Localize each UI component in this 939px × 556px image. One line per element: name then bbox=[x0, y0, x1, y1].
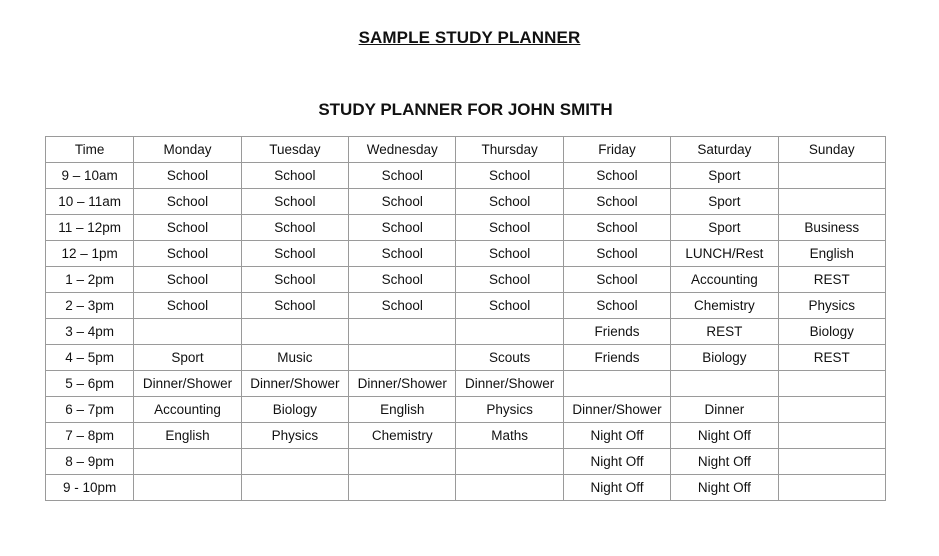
activity-cell-friday: School bbox=[563, 241, 670, 267]
header-cell-friday: Friday bbox=[563, 137, 670, 163]
activity-cell-monday: School bbox=[134, 293, 241, 319]
activity-cell-monday bbox=[134, 319, 241, 345]
activity-cell-friday: Night Off bbox=[563, 475, 670, 501]
activity-cell-thursday bbox=[456, 319, 563, 345]
activity-cell-saturday: Sport bbox=[671, 189, 778, 215]
table-row bbox=[46, 189, 886, 215]
document-title: SAMPLE STUDY PLANNER bbox=[358, 28, 581, 47]
activity-cell-saturday: Accounting bbox=[671, 267, 778, 293]
activity-cell-sunday bbox=[778, 423, 885, 449]
activity-cell-friday: School bbox=[563, 293, 670, 319]
activity-cell-sunday bbox=[778, 163, 885, 189]
activity-cell-friday: Friends bbox=[563, 319, 670, 345]
activity-cell-friday: Friends bbox=[563, 345, 670, 371]
activity-cell-monday: Sport bbox=[134, 345, 241, 371]
activity-cell-sunday: Business bbox=[778, 215, 885, 241]
header-cell-tuesday: Tuesday bbox=[241, 137, 348, 163]
time-slot-cell: 8 – 9pm bbox=[46, 449, 134, 475]
header-cell-monday: Monday bbox=[134, 137, 241, 163]
activity-cell-sunday bbox=[778, 189, 885, 215]
activity-cell-wednesday: School bbox=[349, 241, 456, 267]
activity-cell-tuesday: School bbox=[241, 293, 348, 319]
activity-cell-tuesday bbox=[241, 319, 348, 345]
time-slot-cell: 3 – 4pm bbox=[46, 319, 134, 345]
activity-cell-thursday: School bbox=[456, 189, 563, 215]
planner-body bbox=[46, 163, 886, 501]
activity-cell-friday: School bbox=[563, 215, 670, 241]
activity-cell-saturday: Night Off bbox=[671, 449, 778, 475]
time-slot-cell: 7 – 8pm bbox=[46, 423, 134, 449]
activity-cell-wednesday: School bbox=[349, 189, 456, 215]
activity-cell-monday: School bbox=[134, 189, 241, 215]
table-row bbox=[46, 345, 886, 371]
activity-cell-saturday: Sport bbox=[671, 163, 778, 189]
time-slot-cell: 11 – 12pm bbox=[46, 215, 134, 241]
table-row bbox=[46, 397, 886, 423]
activity-cell-tuesday bbox=[241, 449, 348, 475]
activity-cell-sunday bbox=[778, 449, 885, 475]
table-row bbox=[46, 293, 886, 319]
activity-cell-sunday: REST bbox=[778, 267, 885, 293]
activity-cell-sunday: REST bbox=[778, 345, 885, 371]
time-slot-cell: 6 – 7pm bbox=[46, 397, 134, 423]
activity-cell-saturday: Night Off bbox=[671, 475, 778, 501]
activity-cell-friday: Dinner/Shower bbox=[563, 397, 670, 423]
table-row bbox=[46, 371, 886, 397]
header-cell-saturday: Saturday bbox=[671, 137, 778, 163]
activity-cell-saturday: REST bbox=[671, 319, 778, 345]
activity-cell-wednesday bbox=[349, 319, 456, 345]
activity-cell-thursday: School bbox=[456, 215, 563, 241]
activity-cell-wednesday: School bbox=[349, 293, 456, 319]
activity-cell-thursday: School bbox=[456, 163, 563, 189]
activity-cell-tuesday: Physics bbox=[241, 423, 348, 449]
activity-cell-saturday: Biology bbox=[671, 345, 778, 371]
activity-cell-monday: School bbox=[134, 163, 241, 189]
activity-cell-monday: School bbox=[134, 241, 241, 267]
activity-cell-friday: Night Off bbox=[563, 449, 670, 475]
activity-cell-sunday: Physics bbox=[778, 293, 885, 319]
table-row bbox=[46, 267, 886, 293]
activity-cell-friday: School bbox=[563, 163, 670, 189]
table-row bbox=[46, 423, 886, 449]
activity-cell-wednesday: School bbox=[349, 267, 456, 293]
activity-cell-sunday bbox=[778, 397, 885, 423]
activity-cell-thursday bbox=[456, 475, 563, 501]
activity-cell-friday: School bbox=[563, 267, 670, 293]
activity-cell-friday: Night Off bbox=[563, 423, 670, 449]
activity-cell-wednesday: English bbox=[349, 397, 456, 423]
activity-cell-friday bbox=[563, 371, 670, 397]
activity-cell-sunday bbox=[778, 475, 885, 501]
header-cell-time: Time bbox=[46, 137, 134, 163]
table-row bbox=[46, 163, 886, 189]
activity-cell-wednesday: School bbox=[349, 163, 456, 189]
header-cell-thursday: Thursday bbox=[456, 137, 563, 163]
activity-cell-tuesday: Dinner/Shower bbox=[241, 371, 348, 397]
time-slot-cell: 10 – 11am bbox=[46, 189, 134, 215]
table-row bbox=[46, 215, 886, 241]
activity-cell-wednesday: Dinner/Shower bbox=[349, 371, 456, 397]
time-slot-cell: 9 - 10pm bbox=[46, 475, 134, 501]
activity-cell-monday: Accounting bbox=[134, 397, 241, 423]
time-slot-cell: 12 – 1pm bbox=[46, 241, 134, 267]
activity-cell-monday: School bbox=[134, 215, 241, 241]
activity-cell-monday: School bbox=[134, 267, 241, 293]
activity-cell-tuesday: School bbox=[241, 163, 348, 189]
table-row bbox=[46, 449, 886, 475]
activity-cell-sunday bbox=[778, 371, 885, 397]
header-row bbox=[46, 137, 886, 163]
activity-cell-thursday: School bbox=[456, 267, 563, 293]
activity-cell-wednesday bbox=[349, 449, 456, 475]
activity-cell-saturday: Sport bbox=[671, 215, 778, 241]
activity-cell-saturday: Dinner bbox=[671, 397, 778, 423]
activity-cell-thursday: School bbox=[456, 241, 563, 267]
activity-cell-thursday: Maths bbox=[456, 423, 563, 449]
activity-cell-monday bbox=[134, 475, 241, 501]
activity-cell-monday: English bbox=[134, 423, 241, 449]
activity-cell-monday: Dinner/Shower bbox=[134, 371, 241, 397]
activity-cell-saturday: Chemistry bbox=[671, 293, 778, 319]
time-slot-cell: 4 – 5pm bbox=[46, 345, 134, 371]
activity-cell-thursday: Dinner/Shower bbox=[456, 371, 563, 397]
activity-cell-tuesday: Music bbox=[241, 345, 348, 371]
activity-cell-tuesday: School bbox=[241, 241, 348, 267]
activity-cell-wednesday: Chemistry bbox=[349, 423, 456, 449]
activity-cell-tuesday: School bbox=[241, 189, 348, 215]
activity-cell-thursday: Physics bbox=[456, 397, 563, 423]
activity-cell-saturday bbox=[671, 371, 778, 397]
activity-cell-tuesday: School bbox=[241, 267, 348, 293]
activity-cell-wednesday: School bbox=[349, 215, 456, 241]
activity-cell-sunday: Biology bbox=[778, 319, 885, 345]
table-row bbox=[46, 319, 886, 345]
activity-cell-friday: School bbox=[563, 189, 670, 215]
activity-cell-wednesday bbox=[349, 475, 456, 501]
activity-cell-sunday: English bbox=[778, 241, 885, 267]
header-cell-wednesday: Wednesday bbox=[349, 137, 456, 163]
study-planner-table bbox=[45, 136, 886, 501]
activity-cell-tuesday: School bbox=[241, 215, 348, 241]
activity-cell-monday bbox=[134, 449, 241, 475]
activity-cell-tuesday bbox=[241, 475, 348, 501]
time-slot-cell: 1 – 2pm bbox=[46, 267, 134, 293]
planner-title: STUDY PLANNER FOR JOHN SMITH bbox=[318, 100, 613, 119]
activity-cell-thursday: Scouts bbox=[456, 345, 563, 371]
table-row bbox=[46, 475, 886, 501]
activity-cell-wednesday bbox=[349, 345, 456, 371]
activity-cell-saturday: Night Off bbox=[671, 423, 778, 449]
header-cell-sunday: Sunday bbox=[778, 137, 885, 163]
table-row bbox=[46, 241, 886, 267]
time-slot-cell: 5 – 6pm bbox=[46, 371, 134, 397]
activity-cell-thursday: School bbox=[456, 293, 563, 319]
time-slot-cell: 2 – 3pm bbox=[46, 293, 134, 319]
activity-cell-tuesday: Biology bbox=[241, 397, 348, 423]
activity-cell-saturday: LUNCH/Rest bbox=[671, 241, 778, 267]
activity-cell-thursday bbox=[456, 449, 563, 475]
time-slot-cell: 9 – 10am bbox=[46, 163, 134, 189]
